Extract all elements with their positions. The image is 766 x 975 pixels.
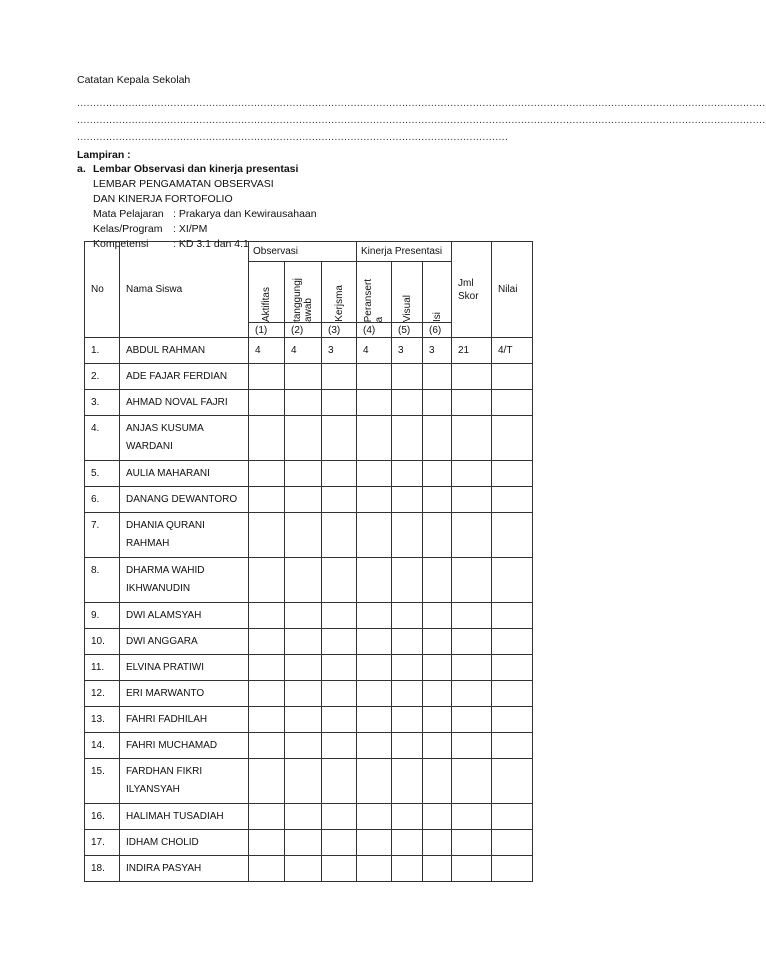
- row-total-score: [452, 390, 492, 416]
- row-score: [322, 390, 357, 416]
- row-grade: [492, 487, 533, 513]
- row-score: 4: [357, 338, 392, 364]
- row-grade: [492, 759, 533, 804]
- table-row: [85, 558, 533, 603]
- row-student-name: DANANG DEWANTORO: [120, 487, 249, 513]
- sheet-title-2: DAN KINERJA FORTOFOLIO: [93, 193, 233, 205]
- row-score: [322, 707, 357, 733]
- row-no: 3.: [85, 390, 120, 416]
- row-student-name: FARDHAN FIKRI ILYANSYAH: [120, 759, 249, 804]
- row-score: [285, 416, 322, 461]
- row-grade: [492, 707, 533, 733]
- header-criterion-number: (3): [322, 323, 357, 338]
- item-title: Lembar Observasi dan kinerja presentasi: [93, 163, 299, 175]
- row-score: [357, 487, 392, 513]
- row-score: [392, 856, 423, 882]
- row-no: 5.: [85, 461, 120, 487]
- table-row: [85, 707, 533, 733]
- row-score: [357, 603, 392, 629]
- row-no: 9.: [85, 603, 120, 629]
- row-score: [423, 804, 452, 830]
- table-row: [85, 830, 533, 856]
- table-row: [85, 338, 533, 364]
- row-score: 3: [322, 338, 357, 364]
- table-row: [85, 759, 533, 804]
- info-field-value: : Prakarya dan Kewirausahaan: [173, 208, 317, 220]
- info-field-key: Kompetensi: [93, 238, 149, 250]
- row-score: [322, 416, 357, 461]
- row-total-score: [452, 707, 492, 733]
- info-field-value: : KD 3.1 dan 4.1: [173, 238, 249, 250]
- row-score: [423, 364, 452, 390]
- row-no: 10.: [85, 629, 120, 655]
- row-score: [392, 487, 423, 513]
- row-score: [392, 603, 423, 629]
- row-student-name: IDHAM CHOLID: [120, 830, 249, 856]
- row-no: 18.: [85, 856, 120, 882]
- row-score: 3: [423, 338, 452, 364]
- row-grade: [492, 558, 533, 603]
- table-row: [85, 856, 533, 882]
- row-student-name: DHARMA WAHID IKHWANUDIN: [120, 558, 249, 603]
- row-score: [322, 804, 357, 830]
- row-score: [392, 804, 423, 830]
- row-score: [249, 830, 285, 856]
- row-student-name: INDIRA PASYAH: [120, 856, 249, 882]
- row-score: 4: [285, 338, 322, 364]
- table-row: [85, 487, 533, 513]
- row-total-score: [452, 364, 492, 390]
- row-score: [357, 733, 392, 759]
- row-score: [357, 390, 392, 416]
- row-student-name: AHMAD NOVAL FAJRI: [120, 390, 249, 416]
- row-score: [322, 461, 357, 487]
- row-student-name: ADE FAJAR FERDIAN: [120, 364, 249, 390]
- info-field-key: Mata Pelajaran: [93, 208, 164, 220]
- row-score: [423, 629, 452, 655]
- row-score: [322, 856, 357, 882]
- row-score: [249, 759, 285, 804]
- info-field-key: Kelas/Program: [93, 223, 163, 235]
- row-score: [249, 390, 285, 416]
- row-score: [249, 733, 285, 759]
- row-score: [322, 733, 357, 759]
- row-student-name: HALIMAH TUSADIAH: [120, 804, 249, 830]
- row-grade: [492, 416, 533, 461]
- header-kinerja-presentasi: Kinerja Presentasi: [357, 242, 452, 262]
- row-score: [249, 681, 285, 707]
- row-score: [423, 513, 452, 558]
- row-no: 7.: [85, 513, 120, 558]
- row-no: 14.: [85, 733, 120, 759]
- row-score: [357, 707, 392, 733]
- row-score: [357, 629, 392, 655]
- header-criterion-number: (2): [285, 323, 322, 338]
- row-score: [423, 681, 452, 707]
- row-score: [357, 513, 392, 558]
- row-score: [322, 655, 357, 681]
- table-row: [85, 364, 533, 390]
- row-score: [285, 856, 322, 882]
- row-no: 4.: [85, 416, 120, 461]
- info-field-value: : XI/PM: [173, 223, 208, 235]
- row-student-name: DHANIA QURANI RAHMAH: [120, 513, 249, 558]
- row-no: 12.: [85, 681, 120, 707]
- row-total-score: [452, 629, 492, 655]
- row-score: [423, 461, 452, 487]
- row-score: 4: [249, 338, 285, 364]
- header-criterion: Peransert a: [357, 262, 392, 323]
- row-grade: [492, 364, 533, 390]
- row-score: [423, 558, 452, 603]
- row-score: [423, 733, 452, 759]
- row-score: [392, 513, 423, 558]
- row-total-score: 21: [452, 338, 492, 364]
- row-score: [249, 416, 285, 461]
- row-no: 15.: [85, 759, 120, 804]
- row-score: [322, 629, 357, 655]
- row-score: [357, 804, 392, 830]
- table-row: [85, 804, 533, 830]
- row-score: [322, 364, 357, 390]
- row-no: 1.: [85, 338, 120, 364]
- row-score: [357, 681, 392, 707]
- header-criterion: Kerjsma: [322, 262, 357, 323]
- row-no: 6.: [85, 487, 120, 513]
- header-criterion: tanggungj awab: [285, 262, 322, 323]
- row-score: [285, 364, 322, 390]
- notes-line-1: ......................................................................................................................................................................................................................: [77, 97, 766, 109]
- row-score: [423, 707, 452, 733]
- notes-line-3: ......................................................................................................................................: [77, 131, 509, 143]
- row-total-score: [452, 856, 492, 882]
- row-score: [249, 629, 285, 655]
- row-total-score: [452, 655, 492, 681]
- row-no: 2.: [85, 364, 120, 390]
- row-score: [423, 759, 452, 804]
- header-criterion: Visual: [392, 262, 423, 323]
- row-grade: [492, 830, 533, 856]
- row-student-name: ERI MARWANTO: [120, 681, 249, 707]
- header-criterion-number: (6): [423, 323, 452, 338]
- row-total-score: [452, 830, 492, 856]
- row-no: 16.: [85, 804, 120, 830]
- table-row: [85, 733, 533, 759]
- header-observasi: Observasi: [249, 242, 357, 262]
- row-score: [249, 804, 285, 830]
- row-score: [322, 558, 357, 603]
- row-grade: [492, 603, 533, 629]
- row-total-score: [452, 416, 492, 461]
- row-score: [423, 487, 452, 513]
- row-score: [322, 603, 357, 629]
- row-score: [249, 461, 285, 487]
- row-grade: [492, 856, 533, 882]
- row-score: [322, 759, 357, 804]
- row-grade: [492, 655, 533, 681]
- table-row: [85, 629, 533, 655]
- row-student-name: DWI ALAMSYAH: [120, 603, 249, 629]
- row-score: [392, 681, 423, 707]
- document-page: [77, 74, 766, 252]
- row-score: [392, 364, 423, 390]
- header-criterion-number: (5): [392, 323, 423, 338]
- row-score: [285, 629, 322, 655]
- observation-table: [84, 241, 533, 882]
- row-score: [392, 416, 423, 461]
- row-score: [285, 830, 322, 856]
- header-jml-skor: Jml Skor: [452, 242, 492, 338]
- row-student-name: AULIA MAHARANI: [120, 461, 249, 487]
- row-score: [392, 558, 423, 603]
- row-score: [285, 681, 322, 707]
- row-score: [392, 629, 423, 655]
- row-score: [392, 759, 423, 804]
- row-grade: [492, 733, 533, 759]
- row-total-score: [452, 681, 492, 707]
- row-score: [285, 558, 322, 603]
- table-row: [85, 390, 533, 416]
- row-score: [249, 558, 285, 603]
- row-total-score: [452, 558, 492, 603]
- info-field: [77, 222, 563, 237]
- row-student-name: ABDUL RAHMAN: [120, 338, 249, 364]
- row-grade: 4/T: [492, 338, 533, 364]
- row-score: [423, 856, 452, 882]
- row-score: [322, 681, 357, 707]
- row-score: [322, 513, 357, 558]
- row-grade: [492, 629, 533, 655]
- table-row: [85, 681, 533, 707]
- row-score: [285, 733, 322, 759]
- row-score: [322, 830, 357, 856]
- info-field: [77, 207, 563, 222]
- header-criterion: Isi: [423, 262, 452, 323]
- row-score: [285, 759, 322, 804]
- header-criterion-number: (4): [357, 323, 392, 338]
- table-row: [85, 655, 533, 681]
- row-score: [249, 856, 285, 882]
- row-score: [285, 390, 322, 416]
- row-grade: [492, 390, 533, 416]
- row-score: [392, 830, 423, 856]
- row-score: [357, 655, 392, 681]
- row-score: [357, 856, 392, 882]
- row-no: 8.: [85, 558, 120, 603]
- row-score: [357, 461, 392, 487]
- row-score: [249, 513, 285, 558]
- row-score: [357, 364, 392, 390]
- row-score: [423, 603, 452, 629]
- row-score: [392, 733, 423, 759]
- row-student-name: FAHRI MUCHAMAD: [120, 733, 249, 759]
- row-score: [285, 707, 322, 733]
- row-total-score: [452, 461, 492, 487]
- row-score: 3: [392, 338, 423, 364]
- row-score: [357, 558, 392, 603]
- header-criterion-number: (1): [249, 323, 285, 338]
- row-score: [249, 364, 285, 390]
- row-score: [357, 759, 392, 804]
- row-total-score: [452, 603, 492, 629]
- row-total-score: [452, 804, 492, 830]
- row-score: [423, 390, 452, 416]
- row-score: [249, 707, 285, 733]
- row-score: [423, 830, 452, 856]
- row-score: [249, 603, 285, 629]
- row-grade: [492, 681, 533, 707]
- row-no: 17.: [85, 830, 120, 856]
- row-grade: [492, 513, 533, 558]
- sheet-title-1: LEMBAR PENGAMATAN OBSERVASI: [93, 178, 274, 190]
- row-grade: [492, 461, 533, 487]
- row-score: [423, 655, 452, 681]
- row-score: [249, 655, 285, 681]
- item-letter: a.: [77, 163, 86, 175]
- row-score: [423, 416, 452, 461]
- row-total-score: [452, 759, 492, 804]
- table-row: [85, 461, 533, 487]
- header-nilai: Nilai: [492, 242, 533, 338]
- row-score: [285, 655, 322, 681]
- header-no: No: [85, 242, 120, 338]
- row-score: [392, 655, 423, 681]
- row-score: [357, 416, 392, 461]
- row-student-name: DWI ANGGARA: [120, 629, 249, 655]
- row-score: [285, 603, 322, 629]
- row-total-score: [452, 513, 492, 558]
- row-student-name: ELVINA PRATIWI: [120, 655, 249, 681]
- table-row: [85, 416, 533, 461]
- row-score: [357, 830, 392, 856]
- notes-title: Catatan Kepala Sekolah: [77, 74, 191, 86]
- row-score: [285, 513, 322, 558]
- row-total-score: [452, 487, 492, 513]
- row-student-name: ANJAS KUSUMA WARDANI: [120, 416, 249, 461]
- row-score: [285, 461, 322, 487]
- row-score: [285, 804, 322, 830]
- lampiran-item: [77, 162, 563, 177]
- row-score: [392, 461, 423, 487]
- row-score: [392, 707, 423, 733]
- row-total-score: [452, 733, 492, 759]
- table-row: [85, 513, 533, 558]
- row-score: [249, 487, 285, 513]
- row-no: 11.: [85, 655, 120, 681]
- header-criterion: Aktifitas: [249, 262, 285, 323]
- row-student-name: FAHRI FADHILAH: [120, 707, 249, 733]
- row-score: [285, 487, 322, 513]
- table-row: [85, 603, 533, 629]
- row-score: [392, 390, 423, 416]
- row-no: 13.: [85, 707, 120, 733]
- row-grade: [492, 804, 533, 830]
- notes-line-2: ......................................................................................................................................................................................................................: [77, 114, 766, 126]
- header-nama-siswa: Nama Siswa: [120, 242, 249, 338]
- lampiran-label: Lampiran :: [77, 149, 131, 161]
- row-score: [322, 487, 357, 513]
